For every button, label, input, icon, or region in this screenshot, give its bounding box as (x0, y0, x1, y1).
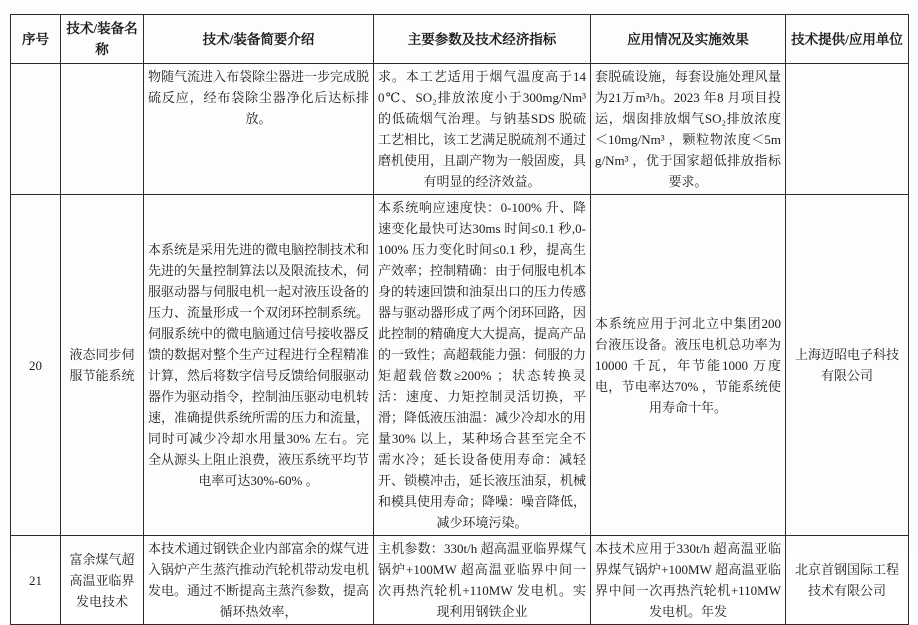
col-header-name: 技术/装备名称 (61, 15, 144, 64)
table-row-continuation (11, 64, 909, 195)
cell-intro: 本系统是采用先进的微电脑控制技术和先进的矢量控制算法以及限流技术，伺服驱动器与伺服电机一起对液压设备的压力、流量形成一个双闭环控制系统。伺服系统中的微电脑通过信号接收器反馈的数据对整个生产过程进行全程精准计算，然后将数字信号反馈给伺服驱动器作为驱动指令，控制油压驱动电机转速，准确提供系统所需的压力和流量，同时可减少冷却水用量30% 左右。完全从源头上阻止浪费，液压系统平均节电率可达30%-60% 。 (144, 195, 374, 536)
col-header-intro: 技术/装备简要介绍 (144, 15, 374, 64)
col-header-no: 序号 (11, 15, 61, 64)
cell-provider: 上海迈昭电子科技有限公司 (786, 195, 909, 536)
header-row (11, 15, 909, 64)
cell-application: 套脱硫设施，每套设施处理风量为21万m³/h。2023 年8 月项目投运，烟囱排放烟气SO₂排放浓度＜10mg/Nm³ ，颗粒物浓度＜5mg/Nm³ ，优于国家超低排放指标要求。 (591, 64, 786, 195)
col-header-application: 应用情况及实施效果 (591, 15, 786, 64)
col-header-params: 主要参数及技术经济指标 (374, 15, 591, 64)
cell-provider: 北京首钢国际工程技术有限公司 (786, 536, 909, 625)
table-row-20 (11, 195, 909, 536)
cell-name: 液态同步伺服节能系统 (61, 195, 144, 536)
cell-no (11, 64, 61, 195)
cell-name: 富余煤气超高温亚临界发电技术 (61, 536, 144, 625)
technology-catalog-table (10, 14, 909, 625)
cell-application: 本系统应用于河北立中集团200 台液压设备。液压电机总功率为10000 千瓦，年节能1000 万度电，节电率达70% ，节能系统使用寿命十年。 (591, 195, 786, 536)
table-row-21 (11, 536, 909, 625)
cell-intro: 物随气流进入布袋除尘器进一步完成脱硫反应，经布袋除尘器净化后达标排放。 (144, 64, 374, 195)
cell-application: 本技术应用于330t/h 超高温亚临界煤气锅炉+100MW 超高温亚临界中间一次再热汽轮机+110MW 发电机。年发 (591, 536, 786, 625)
cell-params: 本系统响应速度快：0-100% 升、降速变化最快可达30ms 时间≤0.1 秒,0-100% 压力变化时间≤0.1 秒，提高生产效率；控制精确：由于伺服电机本身的转速回馈和油泵出口的压力传感器与驱动器形成了两个闭环回路，因此控制的精确度大大提高，提高产品的一致性；高超载能力强：伺服的力矩超载倍数≥200% ；状态转换灵活：速度、力矩控制灵活切换，平滑；降低液压油温：减少冷却水的用量30% 以上，某种场合甚至完全不需水冷；延长设备使用寿命：减轻开、锁模冲击，延长液压油泵，机械和模具使用寿命；降噪：噪音降低，减少环境污染。 (374, 195, 591, 536)
cell-no: 20 (11, 195, 61, 536)
cell-params: 求。本工艺适用于烟气温度高于140℃、SO₂排放浓度小于300mg/Nm³ 的低硫烟气治理。与钠基SDS 脱硫工艺相比，该工艺满足脱硫剂不通过磨机使用，且副产物为一般固废，具有明显的经济效益。 (374, 64, 591, 195)
cell-name (61, 64, 144, 195)
cell-intro: 本技术通过钢铁企业内部富余的煤气进入锅炉产生蒸汽推动汽轮机带动发电机发电。通过不断提高主蒸汽参数，提高循环热效率， (144, 536, 374, 625)
cell-params: 主机参数：330t/h 超高温亚临界煤气锅炉+100MW 超高温亚临界中间一次再热汽轮机+110MW 发电机。实现利用钢铁企业 (374, 536, 591, 625)
col-header-provider: 技术提供/应用单位 (786, 15, 909, 64)
cell-no: 21 (11, 536, 61, 625)
cell-provider (786, 64, 909, 195)
